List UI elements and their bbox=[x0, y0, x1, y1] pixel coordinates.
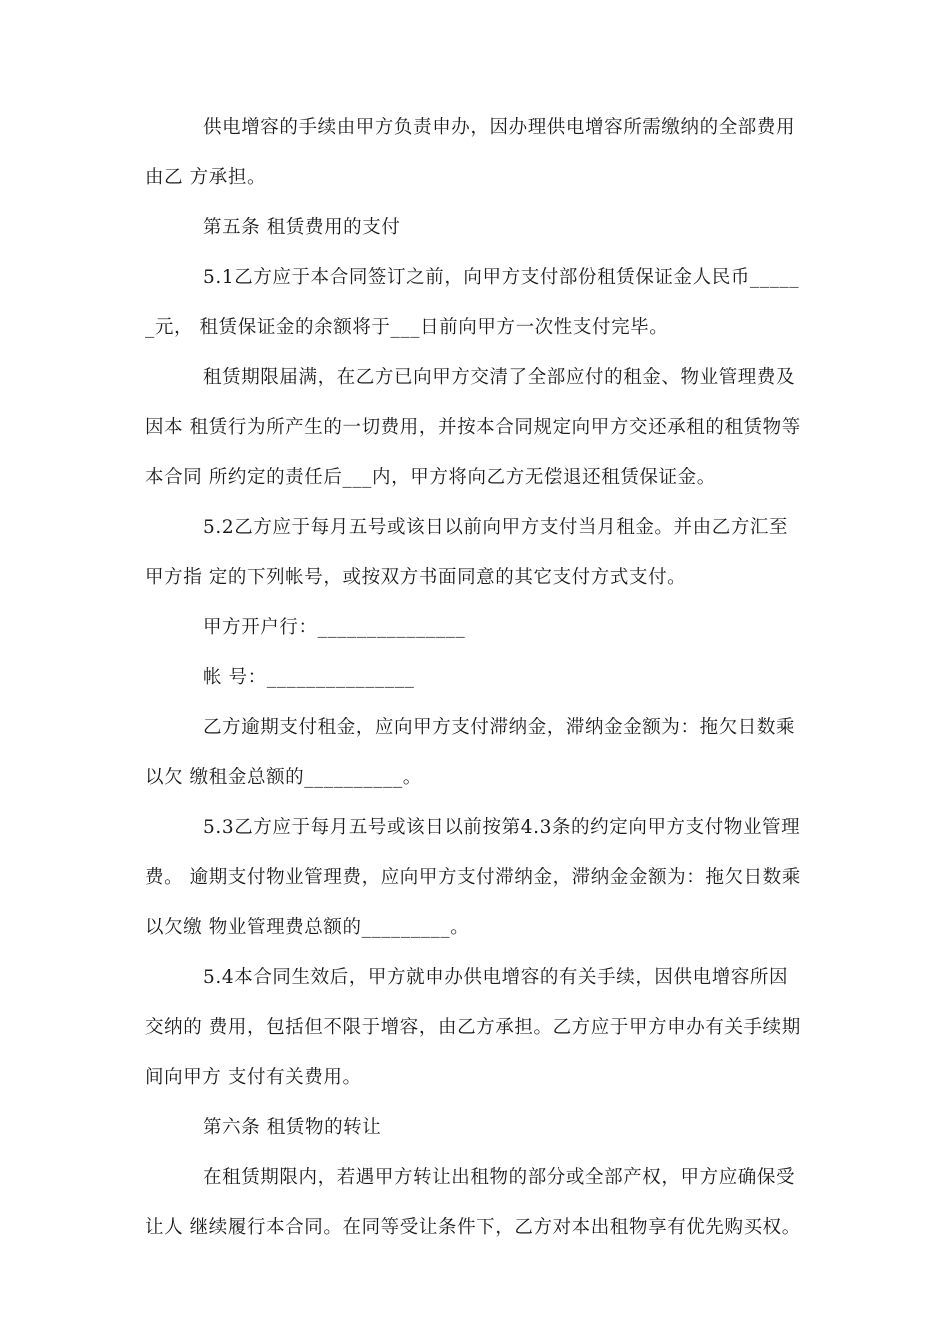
text-line: 乙方逾期支付租金，应向甲方支付滞纳金，滞纳金金额为：拖欠日数乘 bbox=[203, 717, 796, 738]
section-heading: 第六条 租赁物的转让 bbox=[203, 1117, 382, 1138]
text-line: 供电增容的手续由甲方负责申办，因办理供电增容所需缴纳的全部费用 bbox=[203, 117, 796, 138]
text-line: 帐 号：_______________ bbox=[203, 667, 415, 688]
text-line: 由乙 方承担。 bbox=[145, 167, 267, 188]
section-heading: 第五条 租赁费用的支付 bbox=[203, 217, 401, 238]
text-line: 5.2乙方应于每月五号或该日以前向甲方支付当月租金。并由乙方汇至 bbox=[203, 517, 789, 538]
text-line: 5.3乙方应于每月五号或该日以前按第4.3条的约定向甲方支付物业管理 bbox=[203, 817, 801, 838]
text-line: 费。 逾期支付物业管理费，应向甲方支付滞纳金，滞纳金金额为：拖欠日数乘 bbox=[145, 867, 801, 888]
text-line: 5.4本合同生效后，甲方就申办供电增容的有关手续，因供电增容所因 bbox=[203, 967, 789, 988]
text-line: 甲方指 定的下列帐号，或按双方书面同意的其它支付方式支付。 bbox=[145, 567, 687, 588]
text-line: 交纳的 费用，包括但不限于增容，由乙方承担。乙方应于甲方申办有关手续期 bbox=[145, 1017, 801, 1038]
text-line: 5.1乙方应于本合同签订之前，向甲方支付部份租赁保证金人民币_____ bbox=[203, 267, 800, 288]
text-line: 间向甲方 支付有关费用。 bbox=[145, 1067, 362, 1088]
text-line: 因本 租赁行为所产生的一切费用，并按本合同规定向甲方交还承租的租赁物等 bbox=[145, 417, 801, 438]
text-line: 以欠 缴租金总额的__________。 bbox=[145, 767, 422, 788]
text-line: 在租赁期限内，若遇甲方转让出租物的部分或全部产权，甲方应确保受 bbox=[203, 1167, 796, 1188]
text-line: 让人 继续履行本合同。在同等受让条件下，乙方对本出租物享有优先购买权。 bbox=[145, 1217, 801, 1238]
text-line: 租赁期限届满，在乙方已向甲方交清了全部应付的租金、物业管理费及 bbox=[203, 367, 796, 388]
text-line: _元， 租赁保证金的余额将于___日前向甲方一次性支付完毕。 bbox=[145, 317, 669, 338]
text-line: 以欠缴 物业管理费总额的_________。 bbox=[145, 917, 470, 938]
text-line: 甲方开户行：_______________ bbox=[203, 617, 466, 638]
text-line: 本合同 所约定的责任后___内，甲方将向乙方无偿退还租赁保证金。 bbox=[145, 467, 716, 488]
